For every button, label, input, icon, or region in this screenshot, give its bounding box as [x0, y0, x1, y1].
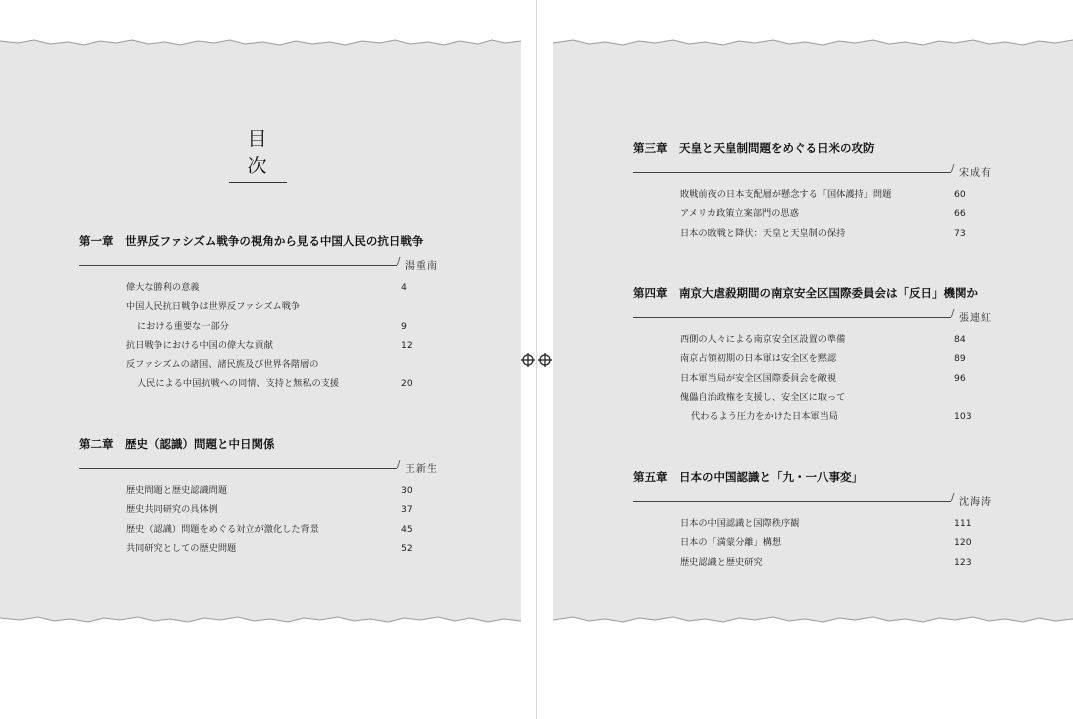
chapter-entries: [680, 330, 978, 426]
chapter-entries: [680, 514, 972, 572]
toc-entry: 日本の敗戦と降伏：天皇と天皇制の保持 73: [680, 224, 891, 243]
chapter-author: 沈海涛: [959, 497, 992, 508]
entry-page-number: 9: [401, 320, 407, 332]
entry-page-number: 45: [401, 523, 413, 535]
toc-entry: 偉大な勝利の意義 4: [126, 278, 423, 297]
chapter-4: [633, 285, 992, 426]
entry-page-number: 89: [954, 353, 966, 365]
entry-page-number: 66: [954, 208, 966, 220]
entry-page-number: 60: [954, 189, 966, 200]
chapter-number: 第五章: [633, 470, 668, 484]
chapter-heading: [633, 469, 863, 485]
torn-edge-bottom: [553, 611, 1073, 632]
toc-title: 目 次: [229, 124, 287, 183]
toc-entry: 日本の「満蒙分離」構想 120: [680, 533, 863, 552]
entry-page-number: 96: [954, 372, 966, 384]
entry-page-number: 4: [401, 282, 407, 293]
crosshair-registration-icon: [538, 353, 552, 367]
toc-entry: 中国人民抗日戦争は世界反ファシズム戦争: [126, 301, 301, 313]
chapter-rule-row: [633, 308, 992, 327]
toc-entry: における重要な一部分 9: [126, 317, 423, 336]
author-slash: /: [397, 459, 401, 470]
entry-page-number: 111: [954, 518, 972, 529]
chapter-heading: [79, 436, 319, 452]
chapter-number: 第二章: [79, 437, 114, 451]
author-slash: /: [951, 308, 955, 319]
entry-page-number: 20: [401, 378, 413, 390]
chapter-rule: [633, 317, 951, 318]
toc-entry: 西側の人々による南京安全区設置の準備 84: [680, 330, 978, 349]
chapter-author: 湯重南: [405, 261, 438, 272]
chapter-1: [79, 233, 438, 394]
toc-entry: 南京占領初期の日本軍は安全区を黙認 89: [680, 349, 978, 368]
chapter-entries: [680, 185, 966, 243]
toc-entry: 歴史共同研究の具体例 37: [126, 500, 319, 519]
entry-page-number: 52: [401, 542, 413, 554]
chapter-rule: [633, 172, 951, 173]
toc-entry: 抗日戦争における中国の偉大な貢献 12: [126, 336, 423, 355]
chapter-rule: [633, 501, 951, 502]
author-slash: /: [397, 256, 401, 267]
torn-edge-top: [553, 30, 1073, 51]
chapter-title: 日本の中国認識と「九・一八事変」: [679, 470, 863, 484]
entry-page-number: 30: [401, 485, 413, 496]
chapter-heading: [633, 140, 891, 156]
toc-entry: 歴史問題と歴史認識問題 30: [126, 481, 319, 500]
chapter-3: [633, 140, 992, 243]
toc-entry: 日本軍当局が安全区国際委員会を敵視 96: [680, 369, 978, 388]
toc-entry: 歴史認識と歴史研究 123: [680, 553, 863, 572]
chapter-title: 歴史（認識）問題と中日関係: [125, 437, 275, 451]
toc-entry: 人民による中国抗戦への同情、支持と無私の支援 20: [126, 374, 423, 393]
chapter-rule-row: [633, 163, 992, 182]
entry-page-number: 84: [954, 334, 966, 345]
left-page: [0, 30, 521, 632]
toc-entry: 歴史（認識）問題をめぐる対立が激化した背景 45: [126, 520, 319, 539]
chapter-rule-row: [79, 459, 438, 478]
crosshair-registration-icon: [521, 353, 535, 367]
entry-page-number: 123: [954, 556, 972, 568]
author-slash: /: [951, 163, 955, 174]
chapter-number: 第四章: [633, 286, 668, 300]
entry-page-number: 37: [401, 504, 413, 516]
toc-entry: 共同研究としての歴史問題 52: [126, 539, 319, 558]
toc-entry: 反ファシズムの諸国、諸民族及び世界各階層の: [126, 359, 319, 371]
chapter-heading: [633, 285, 978, 301]
chapter-author: 張連紅: [959, 313, 992, 324]
torn-edge-bottom: [0, 611, 521, 632]
torn-edge-top: [0, 30, 521, 51]
chapter-entries: [126, 278, 423, 394]
right-page: [553, 30, 1073, 632]
chapter-2: [79, 436, 438, 558]
chapter-title: 世界反ファシズム戦争の視角から見る中国人民の抗日戦争: [125, 234, 424, 248]
author-slash: /: [951, 492, 955, 503]
entry-page-number: 103: [954, 411, 972, 423]
chapter-rule-row: [633, 492, 992, 511]
toc-entry: アメリカ政策立案部門の思惑 66: [680, 204, 891, 223]
chapter-entries: [126, 481, 413, 558]
chapter-heading: [79, 233, 423, 249]
toc-entry: 傀儡自治政権を支援し、安全区に取って: [680, 391, 846, 403]
entry-page-number: 12: [401, 339, 413, 351]
chapter-rule-row: [79, 256, 438, 275]
spread-gutter: [536, 0, 537, 719]
chapter-rule: [79, 468, 397, 469]
entry-page-number: 73: [954, 227, 966, 239]
toc-entry: 日本の中国認識と国際秩序観 111: [680, 514, 863, 533]
toc-entry: 敗戦前夜の日本支配層が懸念する「国体護持」問題 60: [680, 185, 891, 204]
entry-page-number: 120: [954, 537, 972, 549]
chapter-5: [633, 469, 992, 572]
chapter-title: 南京大虐殺期間の南京安全区国際委員会は「反日」機関か: [679, 286, 978, 300]
chapter-number: 第三章: [633, 141, 668, 155]
chapter-number: 第一章: [79, 234, 114, 248]
chapter-author: 宋成有: [959, 168, 992, 179]
chapter-title: 天皇と天皇制問題をめぐる日米の攻防: [679, 141, 875, 155]
chapter-rule: [79, 265, 397, 266]
toc-entry: 代わるよう圧力をかけた日本軍当局 103: [680, 407, 978, 426]
chapter-author: 王新生: [405, 464, 438, 475]
